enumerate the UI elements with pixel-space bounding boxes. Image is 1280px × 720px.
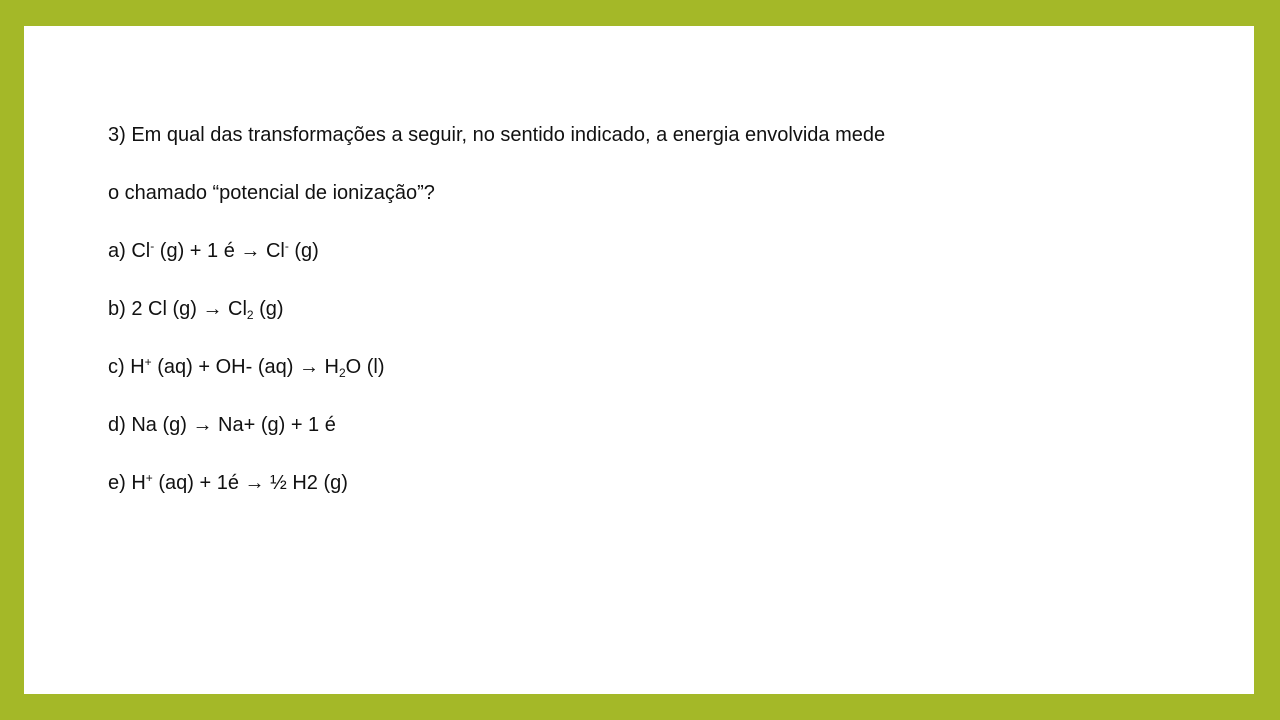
option-b-subscript: 2 [246, 308, 254, 322]
option-c-superscript: + [144, 355, 152, 369]
option-c-text: c) H [108, 356, 145, 378]
question-block [108, 106, 1168, 512]
option-c [108, 338, 1168, 396]
question-text-line-2 [108, 164, 1168, 222]
option-e-text: (aq) + 1é → ½ H2 (g) [152, 472, 348, 494]
option-a-text: (g) [288, 240, 319, 262]
option-e-text: e) H [108, 472, 146, 494]
option-a-superscript: - [284, 239, 289, 253]
option-c-text: (aq) + OH- (aq) → H [151, 356, 339, 378]
option-e-superscript: + [145, 471, 153, 485]
option-b [108, 280, 1168, 338]
option-a-text: a) Cl [108, 240, 151, 262]
option-e [108, 454, 1168, 512]
option-a [108, 222, 1168, 280]
option-b-text: (g) [253, 298, 284, 320]
question-text-line-1 [108, 106, 1168, 164]
option-a-superscript: - [150, 239, 155, 253]
option-c-subscript: 2 [338, 366, 346, 380]
option-c-text: O (l) [345, 356, 385, 378]
option-d-text: d) Na (g) → Na+ (g) + 1 é [108, 414, 336, 436]
question-text: o chamado “potencial de ionização”? [108, 182, 435, 204]
option-b-text: b) 2 Cl (g) → Cl [108, 298, 247, 320]
option-a-text: (g) + 1 é → Cl [154, 240, 285, 262]
option-d [108, 396, 1168, 454]
slide [24, 26, 1254, 694]
question-text: 3) Em qual das transformações a seguir, no sentido indicado, a energia envolvida mede [108, 124, 886, 146]
